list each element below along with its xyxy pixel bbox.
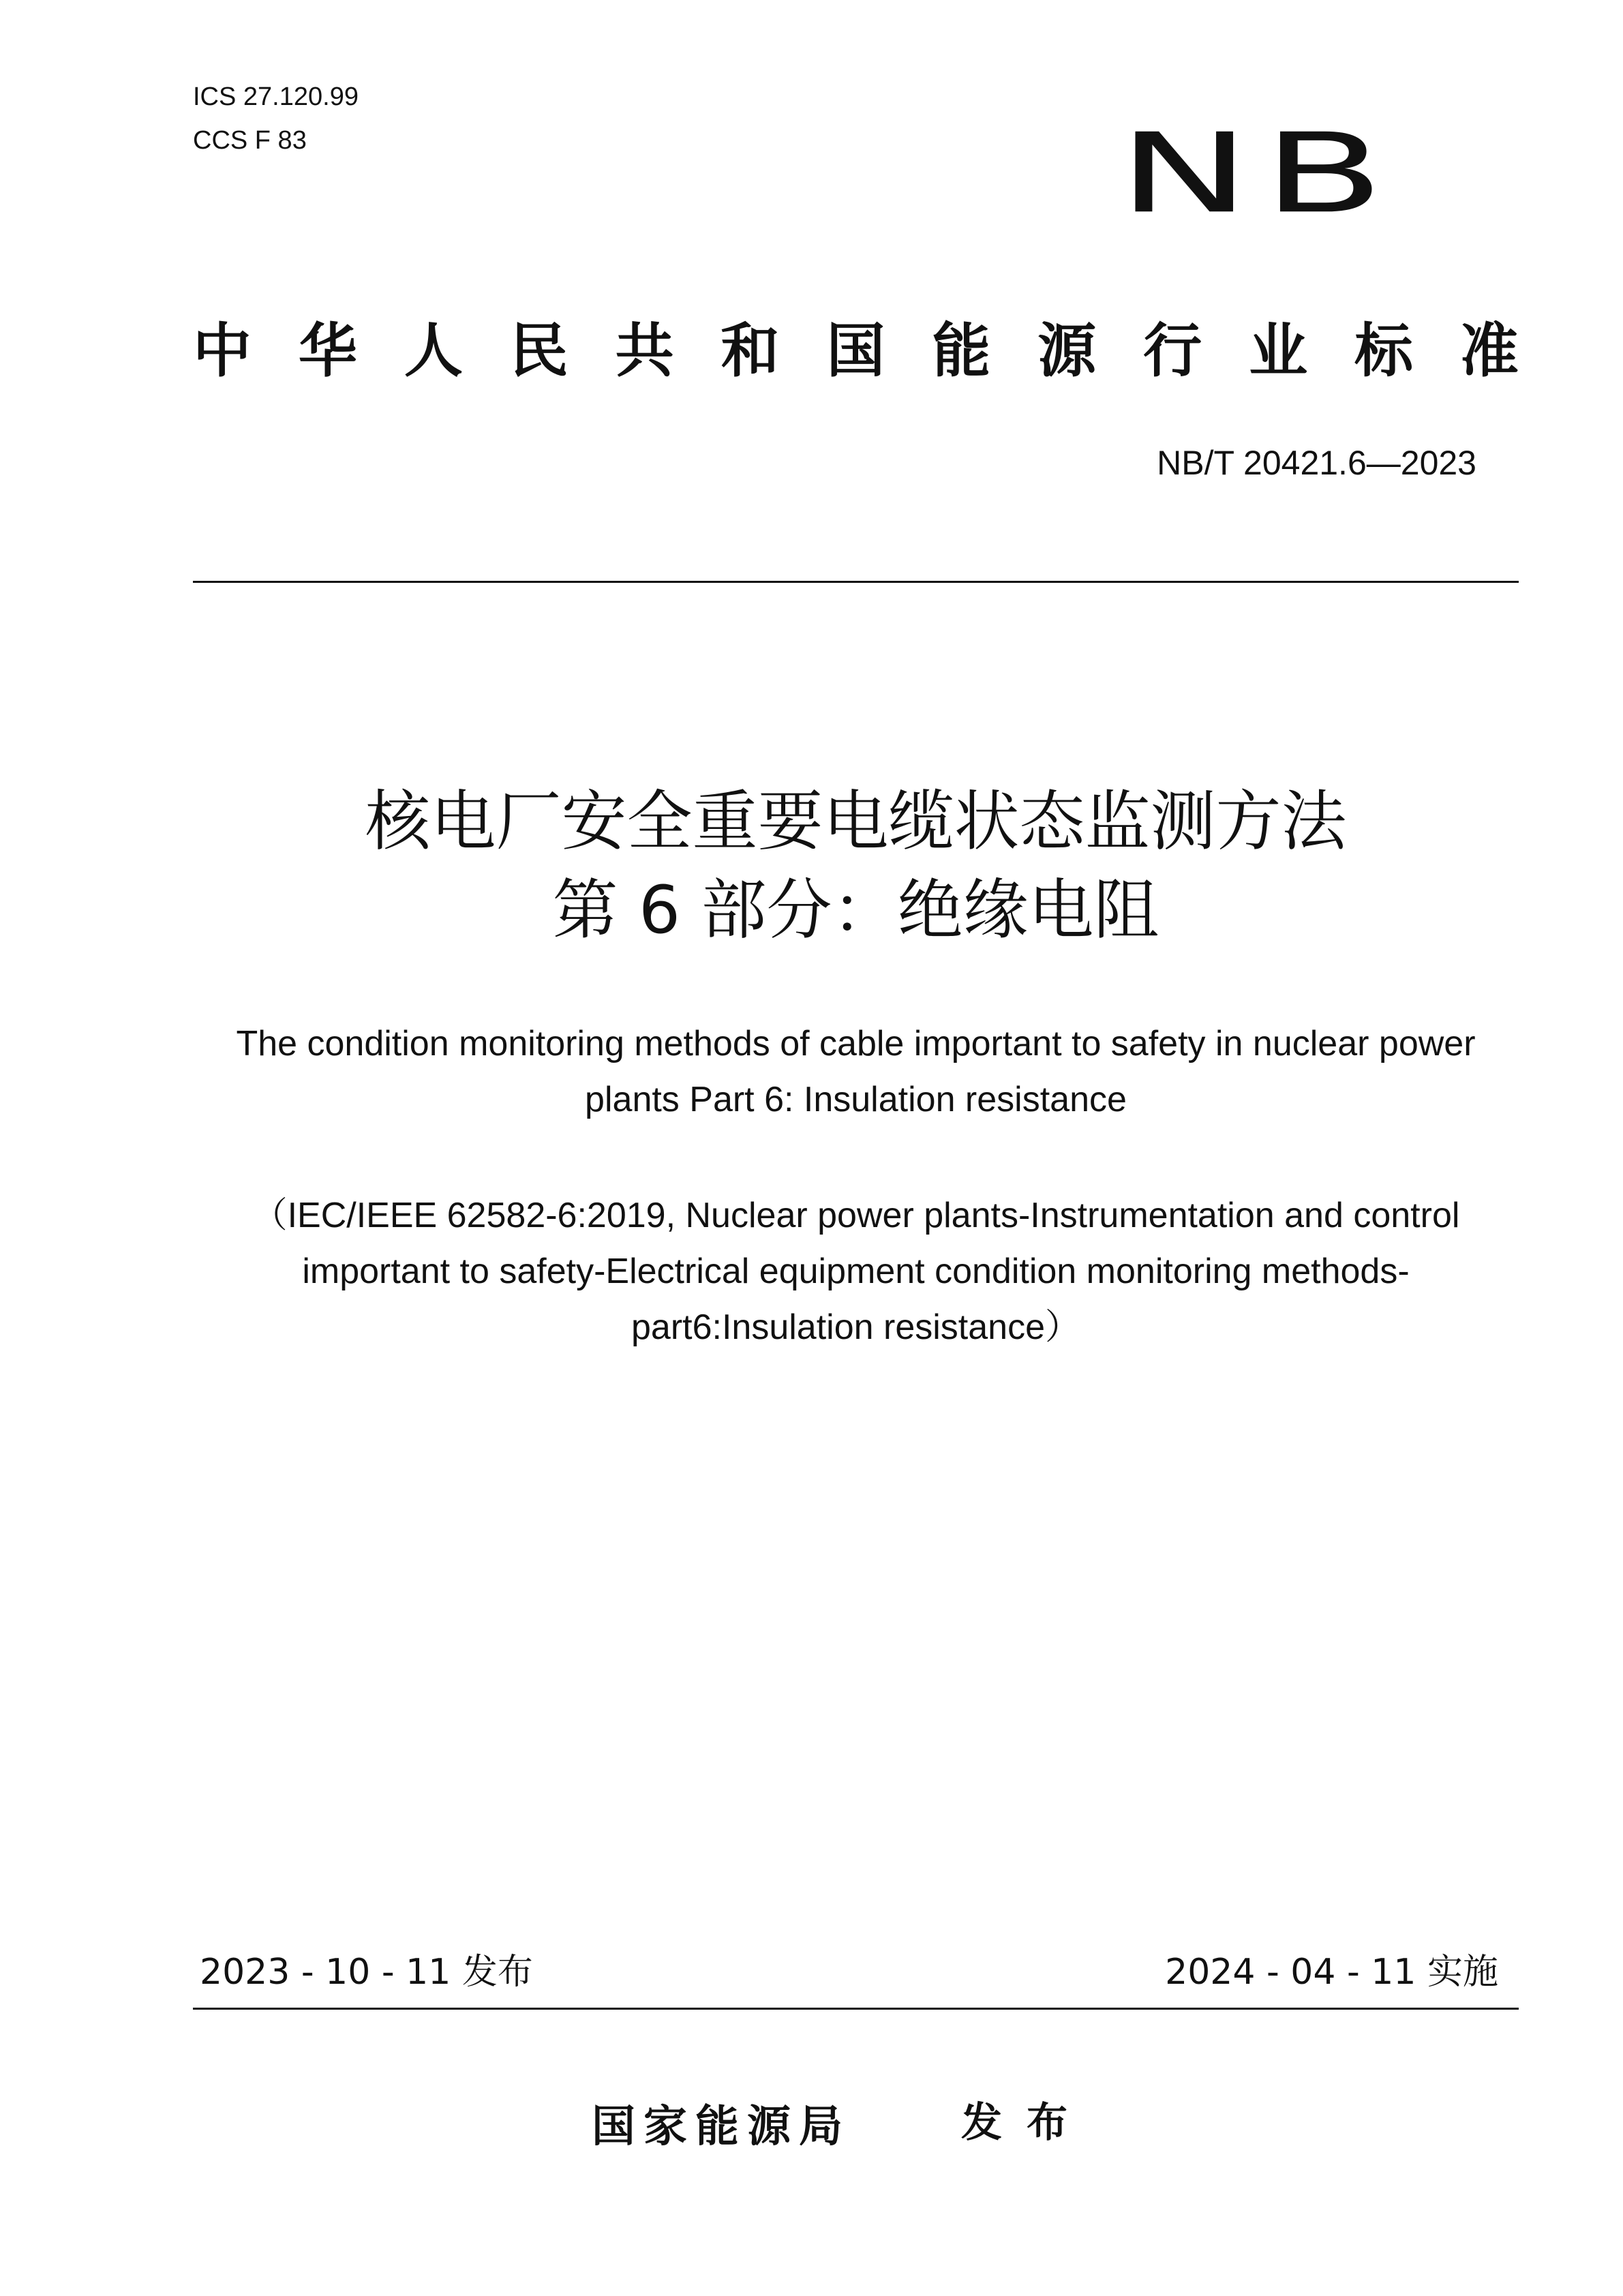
organization-char: 标 xyxy=(1354,317,1413,385)
organization-char: 和 xyxy=(721,317,780,385)
english-title xyxy=(193,1016,1519,1128)
chinese-title-line-2: 第 6 部分：绝缘电阻 xyxy=(552,872,1159,948)
iec-reference xyxy=(193,1188,1519,1355)
organization-char: 业 xyxy=(1249,317,1308,385)
chinese-title xyxy=(193,777,1519,954)
organization-char: 共 xyxy=(615,317,674,385)
organization-char: 华 xyxy=(298,317,357,385)
bottom-divider xyxy=(193,2008,1519,2010)
organization-char: 人 xyxy=(404,317,463,385)
top-divider xyxy=(193,581,1519,583)
implementation-date: 2024 - 04 - 11 实施 xyxy=(1165,1952,1498,1993)
english-title-line-1: The condition monitoring methods of cable important to safety in nuclear power xyxy=(236,1024,1476,1063)
ccs-code: CCS F 83 xyxy=(193,126,307,155)
standard-number: NB/T 20421.6—2023 xyxy=(1157,444,1476,482)
chinese-title-line-1: 核电厂安全重要电缆状态监测方法 xyxy=(365,783,1347,860)
organization-char: 国 xyxy=(826,317,885,385)
iec-reference-line-2: important to safety-Electrical equipment condition monitoring methods- xyxy=(302,1252,1410,1291)
organization-char: 准 xyxy=(1459,317,1519,385)
standard-organization-title xyxy=(193,314,1519,389)
organization-char: 源 xyxy=(1037,317,1097,385)
english-title-line-2: plants Part 6: Insulation resistance xyxy=(585,1080,1127,1119)
organization-char: 民 xyxy=(509,317,568,385)
nb-logo: NB xyxy=(1118,110,1397,238)
issue-date: 2023 - 10 - 11 发布 xyxy=(200,1952,533,1993)
iec-reference-line-3: part6:Insulation resistance） xyxy=(631,1308,1080,1347)
iec-reference-line-1: （IEC/IEEE 62582-6:2019, Nuclear power plants-Instrumentation and control xyxy=(252,1196,1460,1235)
organization-char: 行 xyxy=(1143,317,1202,385)
publish-label: 发布 xyxy=(961,2099,1092,2147)
ics-code: ICS 27.120.99 xyxy=(193,82,359,111)
organization-char: 中 xyxy=(193,317,252,385)
organization-char: 能 xyxy=(932,317,991,385)
publisher-name: 国家能源局 xyxy=(592,2102,851,2152)
